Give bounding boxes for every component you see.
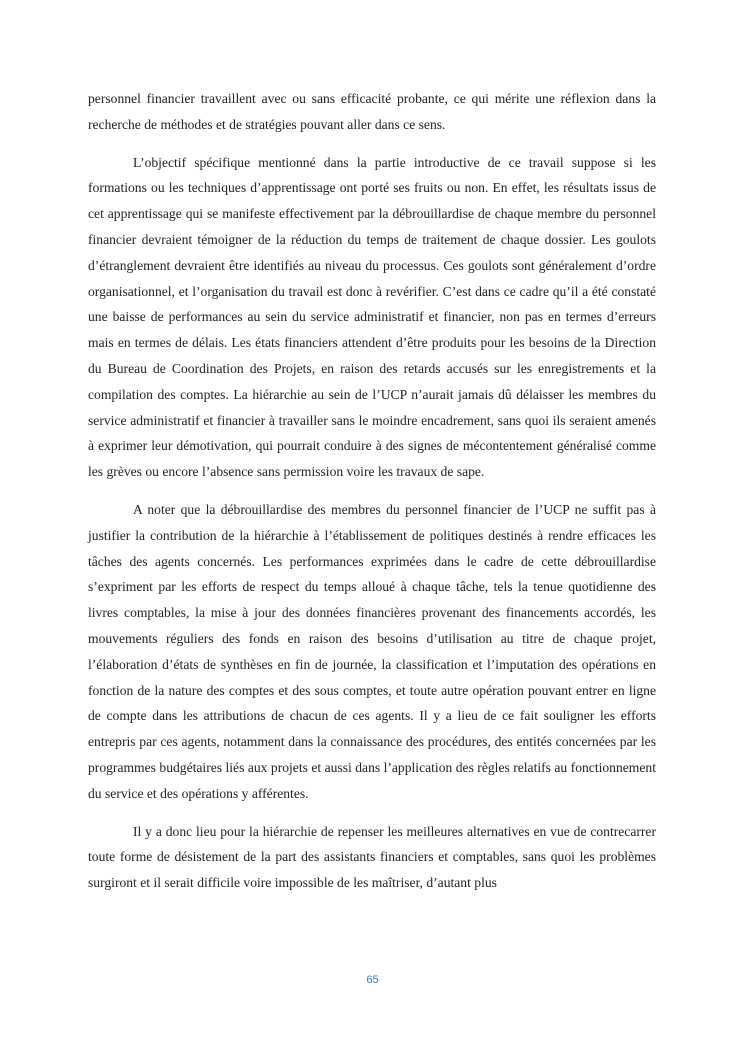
paragraph-objectif: L’objectif spécifique mentionné dans la partie introductive de ce travail suppose si les formations ou les techniques d’apprentissage ont porté ses fruits ou non. En effet, les résultats issus de cet apprentissage qui se manifeste effectivement par la débrouillardise de chaque membre du personnel financier devraient témoigner de la réduction du temps de traitement de chaque dossier. Les goulots d’étranglement devraient être identifiés au niveau du processus. Ces goulots sont généralement d’ordre organisationnel, et l’organisation du travail est donc à revérifier. C’est dans ce cadre qu’il a été constaté une baisse de performances au sein du service administratif et financier, non pas en termes d’erreurs mais en termes de délais. Les états financiers attendent d’être produits pour les besoins de la Direction du Bureau de Coordination des Projets, en raison des retards accusés sur les enregistrements et la compilation des comptes. La hiérarchie au sein de l’UCP n’aurait jamais dû délaisser les membres du service administratif et financier à travailler sans le moindre encadrement, sans quoi ils seraient amenés à exprimer leur démotivation, qui pourrait conduire à des signes de mécontentement généralisé comme les grèves ou encore l’absence sans permission voire les travaux de sape.: [88, 154, 656, 480]
paragraph-debrouillardise: A noter que la débrouillardise des membres du personnel financier de l’UCP ne suffit pas à justifier la contribution de la hiérarchie à l’établissement de politiques destinés à rendre efficaces les tâches des agents concernés. Les performances exprimées dans le cadre de cette débrouillardise s’expriment par les efforts de respect du temps alloué à chaque tâche, tels la tenue quotidienne des livres comptables, la mise à jour des données financières provenant des financements accordés, les mouvements réguliers des fonds en raison des besoins d’utilisation au titre de chaque projet, l’élaboration d’états de synthèses en fin de journée, la classification et l’imputation des opérations en fonction de la nature des comptes et des sous comptes, et toute autre opération pouvant entrer en ligne de compte dans les attributions de chacun de ces agents. Il y a lieu de ce fait souligner les efforts entrepris par ces agents, notamment dans la connaissance des procédures, des entités concernées par les programmes budgétaires liés aux projets et aussi dans l’application des règles relatifs au fonctionnement du service et des opérations y afférentes.: [88, 501, 656, 801]
body-text: [88, 86, 656, 908]
paragraph-continuation: personnel financier travaillent avec ou sans efficacité probante, ce qui mérite une réflexion dans la recherche de méthodes et de stratégies pouvant aller dans ce sens.: [88, 91, 656, 132]
paragraph-hierarchie: Il y a donc lieu pour la hiérarchie de repenser les meilleures alternatives en vue de contrecarrer toute forme de désistement de la part des assistants financiers et comptables, sans quoi les problèmes surgiront et il serait difficile voire impossible de les maîtriser, d’autant plus: [88, 823, 656, 891]
page-number: 65: [366, 974, 379, 986]
